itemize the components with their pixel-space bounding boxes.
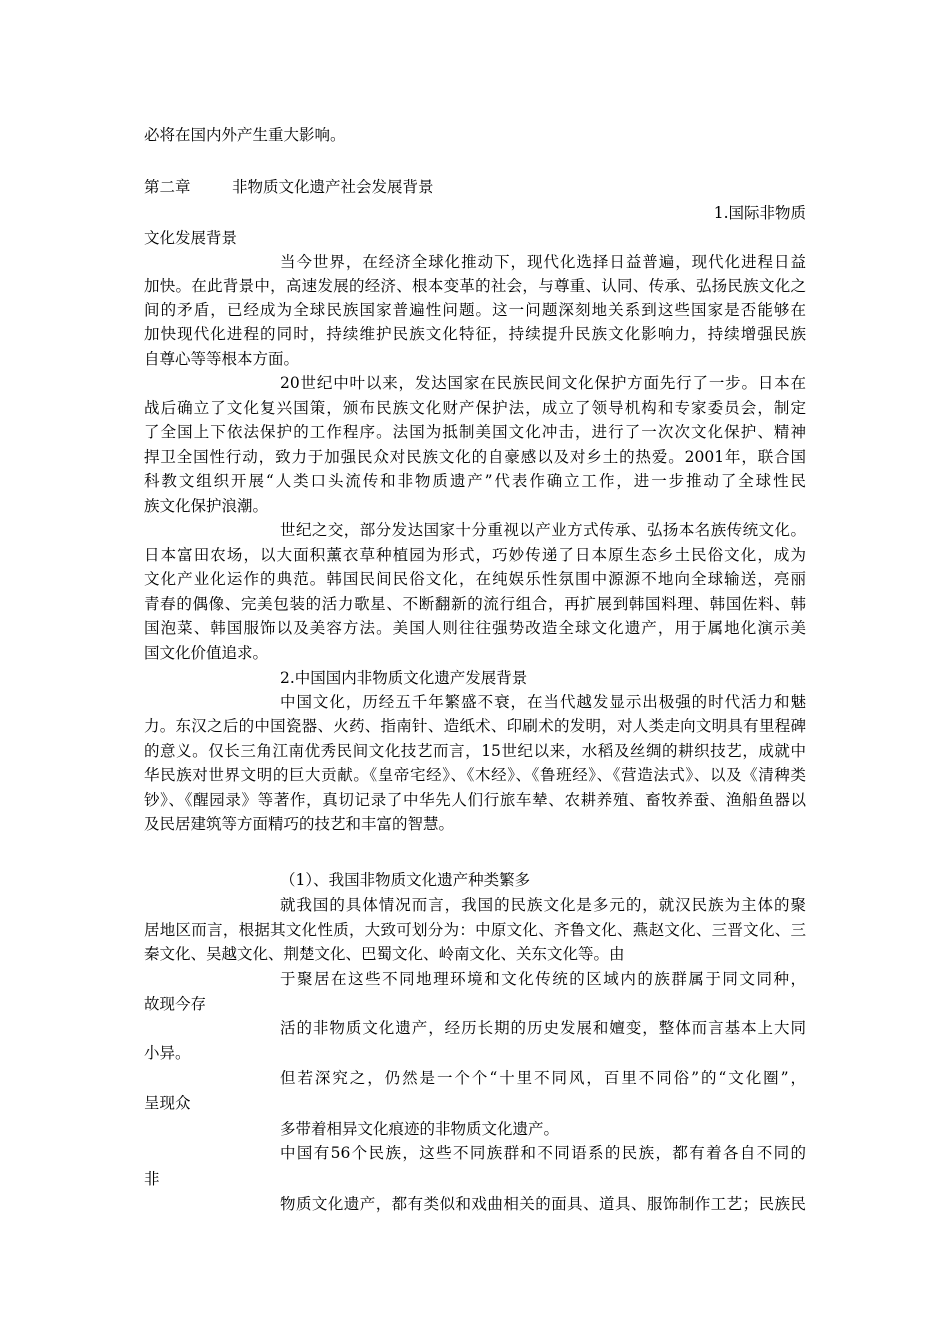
section-heading-cont: 文化发展背景 bbox=[144, 229, 238, 247]
text-line: 科教文组织开展“人类口头流传和非物质遗产”代表作确立工作，进一步推动了全球性民 bbox=[144, 472, 806, 490]
text-line: 居地区而言，根据其文化性质，大致可划分为：中原文化、齐鲁文化、燕赵文化、三晋文化、三 bbox=[144, 921, 806, 939]
text-line: 钞》、《醒园录》等著作，真切记录了中华先人们行旅车辇、农耕养殖、畜牧养蚕、渔船鱼器以 bbox=[144, 791, 806, 809]
text-line: 的意义。仅长三角江南优秀民间文化技艺而言，15世纪以来，水稻及丝绸的耕织技艺，成就中 bbox=[144, 742, 806, 760]
text-line: 呈现众 bbox=[144, 1094, 191, 1112]
text-line: 自尊心等等根本方面。 bbox=[144, 350, 300, 368]
text-line: 加快现代化进程的同时，持续维护民族文化特征，持续提升民族文化影响力，持续增强民族 bbox=[144, 325, 806, 343]
text-line: 及民居建筑等方面精巧的技艺和丰富的智慧。 bbox=[144, 815, 455, 833]
text-line: 于聚居在这些不同地理环境和文化传统的区域内的族群属于同文同种， bbox=[280, 970, 806, 988]
text-line: 间的矛盾，已经成为全球民族国家普遍性问题。这一问题深刻地关系到这些国家是否能够在 bbox=[144, 301, 806, 319]
text-line: 中国文化，历经五千年繁盛不衰，在当代越发显示出极强的时代活力和魅 bbox=[280, 693, 806, 711]
text-line: 力。东汉之后的中国瓷器、火药、指南针、造纸术、印刷术的发明，对人类走向文明具有里程碑 bbox=[144, 717, 806, 735]
text-line: 物质文化遗产，都有类似和戏曲相关的面具、道具、服饰制作工艺；民族民 bbox=[280, 1195, 806, 1213]
text-line: 文化产业化运作的典范。韩国民间民俗文化，在纯娱乐性氛围中源源不地向全球输送，亮丽 bbox=[144, 570, 806, 588]
text-line: 青春的偶像、完美包装的活力歌星、不断翻新的流行组合，再扩展到韩国料理、韩国佐料、韩 bbox=[144, 595, 806, 613]
section-heading: 1.国际非物质 bbox=[713, 204, 806, 222]
text-line: 必将在国内外产生重大影响。 bbox=[144, 126, 346, 144]
text-line: 族文化保护浪潮。 bbox=[144, 497, 269, 515]
text-line: 当今世界，在经济全球化推动下，现代化选择日益普遍，现代化进程日益 bbox=[280, 253, 806, 271]
section-heading: 2.中国国内非物质文化遗产发展背景 bbox=[280, 669, 528, 687]
text-line: 中国有56个民族，这些不同族群和不同语系的民族，都有着各自不同的 bbox=[280, 1144, 806, 1162]
text-line: 故现今存 bbox=[144, 995, 207, 1013]
text-line: 多带着相异文化痕迹的非物质文化遗产。 bbox=[280, 1120, 560, 1138]
text-line: 20世纪中叶以来，发达国家在民族民间文化保护方面先行了一步。日本在 bbox=[280, 374, 806, 392]
text-line: 小异。 bbox=[144, 1044, 191, 1062]
text-line: 战后确立了文化复兴国策，颁布民族文化财产保护法，成立了领导机构和专家委员会，制定 bbox=[144, 399, 806, 417]
text-line: 加快。在此背景中，高速发展的经济、根本变革的社会，与尊重、认同、传承、弘扬民族文化之 bbox=[144, 277, 806, 295]
text-line: 秦文化、吴越文化、荆楚文化、巴蜀文化、岭南文化、关东文化等。由 bbox=[144, 945, 625, 963]
text-line: 国文化价值追求。 bbox=[144, 644, 269, 662]
subsection-heading: （1）、我国非物质文化遗产种类繁多 bbox=[280, 871, 531, 889]
text-line: 就我国的具体情况而言，我国的民族文化是多元的，就汉民族为主体的聚 bbox=[280, 896, 806, 914]
text-line: 日本富田农场，以大面积薰衣草种植园为形式，巧妙传递了日本原生态乡土民俗文化，成为 bbox=[144, 546, 806, 564]
text-line: 但若深究之，仍然是一个个“十里不同风，百里不同俗”的“文化圈”， bbox=[280, 1069, 806, 1087]
text-line: 国泡菜、韩国服饰以及美容方法。美国人则往往强势改造全球文化遗产，用于属地化演示美 bbox=[144, 619, 806, 637]
text-line: 捍卫全国性行动，致力于加强民众对民族文化的自豪感以及对乡土的热爱。2001年，联合国 bbox=[144, 448, 806, 466]
text-line: 世纪之交，部分发达国家十分重视以产业方式传承、弘扬本名族传统文化。 bbox=[280, 521, 806, 539]
text-line: 非 bbox=[144, 1170, 160, 1188]
text-line: 了全国上下依法保护的工作程序。法国为抵制美国文化冲击，进行了一次次文化保护、精神 bbox=[144, 423, 806, 441]
chapter-number: 第二章 bbox=[144, 178, 191, 196]
chapter-heading bbox=[144, 175, 806, 199]
text-line: 华民族对世界文明的巨大贡献。《皇帝宅经》、《木经》、《鲁班经》、《营造法式》、以及《清稗类 bbox=[144, 766, 806, 784]
chapter-title: 非物质文化遗产社会发展背景 bbox=[232, 178, 434, 196]
text-line: 活的非物质文化遗产，经历长期的历史发展和嬗变，整体而言基本上大同 bbox=[280, 1019, 806, 1037]
